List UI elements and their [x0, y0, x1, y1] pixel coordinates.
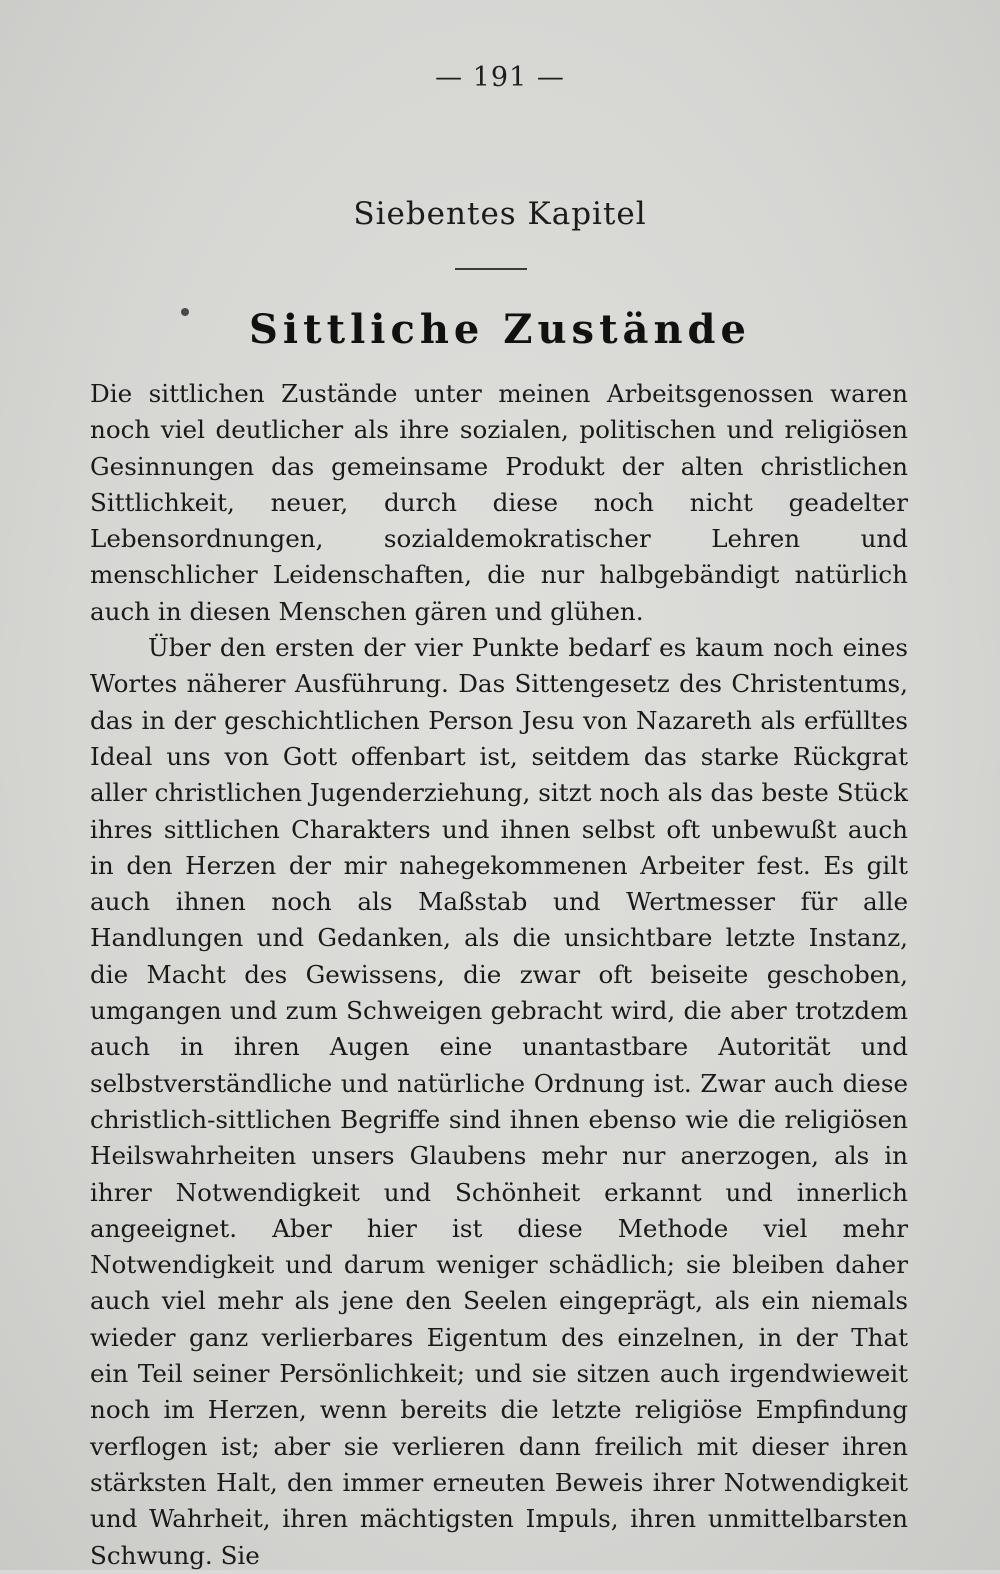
- chapter-heading: Siebentes Kapitel: [353, 196, 647, 232]
- page-number: — 191 —: [435, 62, 565, 93]
- section-title: Sittliche Zustände: [249, 306, 751, 353]
- body-text: [90, 376, 908, 1574]
- paragraph-2: Über den ersten der vier Punkte bedarf es kaum noch eines Wortes näherer Ausführung. Das Sittengesetz des Christentums, das in der geschichtlichen Person Jesu von Nazareth als erfülltes Ideal uns von Gott offenbart ist, seitdem das starke Rückgrat aller christlichen Jugenderziehung, sitzt noch als das beste Stück ihres sittlichen Charakters und ihnen selbst oft unbewußt auch in den Herzen der mir nahegekommenen Arbeiter fest. Es gilt auch ihnen noch als Maßstab und Wertmesser für alle Handlungen und Gedanken, als die unsichtbare letzte Instanz, die Macht des Gewissens, die zwar oft beiseite geschoben, umgangen und zum Schweigen gebracht wird, die aber trotzdem auch in ihren Augen eine unantastbare Autorität und selbstverständliche und natürliche Ordnung ist. Zwar auch diese christlich-sittlichen Begriffe sind ihnen ebenso wie die religiösen Heilswahrheiten unsers Glaubens mehr nur anerzogen, als in ihrer Notwendigkeit und Schönheit erkannt und innerlich angeeignet. Aber hier ist diese Methode viel mehr Notwendigkeit und darum weniger schädlich; sie bleiben daher auch viel mehr als jene den Seelen eingeprägt, als ein niemals wieder ganz verlierbares Eigentum des einzelnen, in der That ein Teil seiner Persönlichkeit; und sie sitzen auch irgendwieweit noch im Herzen, wenn bereits die letzte religiöse Empfindung verflogen ist; aber sie verlieren dann freilich mit dieser ihren stärksten Halt, den immer erneuten Beweis ihrer Notwendigkeit und Wahrheit, ihren mächtigsten Impuls, ihren unmittelbarsten Schwung. Sie: [90, 633, 908, 1570]
- paragraph-1: Die sittlichen Zustände unter meinen Arbeitsgenossen waren noch viel deutlicher als ihre sozialen, politischen und religiösen Gesinnungen das gemeinsame Produkt der alten christlichen Sittlichkeit, neuer, durch diese noch nicht geadelter Lebensordnungen, sozialdemokratischer Lehren und menschlicher Leidenschaften, die nur halbgebändigt natürlich auch in diesen Menschen gären und glühen.: [90, 379, 908, 626]
- divider-rule: [455, 268, 527, 270]
